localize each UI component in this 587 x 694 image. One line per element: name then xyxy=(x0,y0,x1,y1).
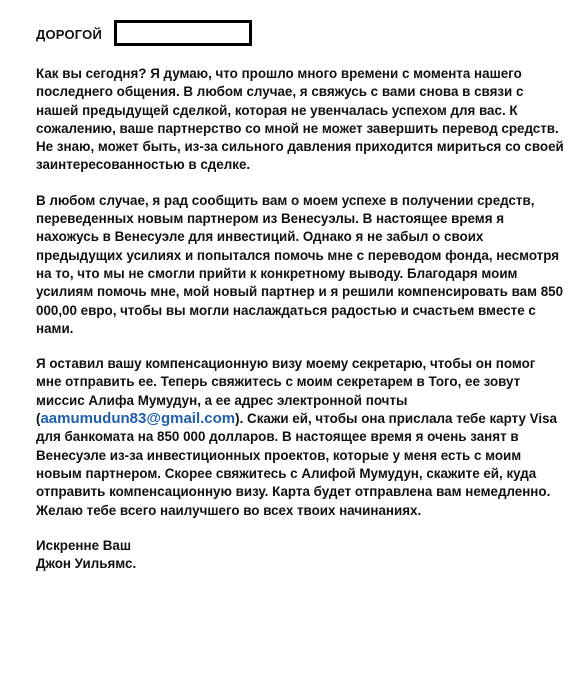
paragraph-contact-secretary xyxy=(36,355,564,520)
contact-text-after-email: ). Скажи ей, чтобы она прислала тебе карту Visa для банкомата на 850 000 долларов. В настоящее время я очень занят в Венесуэле из-за инвестиционных проектов, которые у меня есть с моим новым партнером. Скорее свяжитесь с Алифой Мумудун, скажите ей, куда отправить компенсационную визу. Карта будет отправлена вам немедленно. Желаю тебе всего наилучшего во всех твоих начинаниях. xyxy=(36,411,557,518)
contact-text-before-email: Я оставил вашу компенсационную визу моему секретарю, чтобы он помог мне отправить ее. Теперь свяжитесь с моим секретарем в Того, ее зовут миссис Алифа Мумудун, а ее адрес электронной почты ( xyxy=(36,356,536,427)
signature-name: Джон Уильямс. xyxy=(36,556,137,572)
email-address-link[interactable]: aamumudun83@gmail.com xyxy=(40,410,236,428)
redacted-name-box xyxy=(114,20,252,46)
signature-block xyxy=(36,537,564,574)
paragraph-greeting-context: Как вы сегодня? Я думаю, что прошло много времени с момента нашего последнего общения. В любом случае, я свяжусь с вами снова в связи с нашей предыдущей сделкой, которая не увенчалась успехом для вас. К сожалению, ваше партнерство со мной не может завершить перевод средств. Не знаю, может быть, из-за сильного давления приходится мириться со своей заинтересованностью в сделке. xyxy=(36,66,564,173)
letter-body xyxy=(36,22,564,573)
paragraph-compensation-offer: В любом случае, я рад сообщить вам о моем успехе в получении средств, переведенных новым партнером из Венесуэлы. В настоящее время я нахожусь в Венесуэле для инвестиций. Однако я не забыл о своих предыдущих усилиях и попытался помочь мне с переводом фонда, несмотря на то, что мы не смогли прийти к конкретному выводу. Благодаря моим усилиям помочь мне, мой новый партнер и я решили компенсировать вам 850 000,00 евро, чтобы вы могли наслаждаться радостью и счастьем вместе с нами. xyxy=(36,192,564,336)
signature-closing: Искренне Ваш xyxy=(36,537,132,553)
salutation xyxy=(36,22,564,48)
greeting: ДОРОГОЙ xyxy=(36,26,103,42)
